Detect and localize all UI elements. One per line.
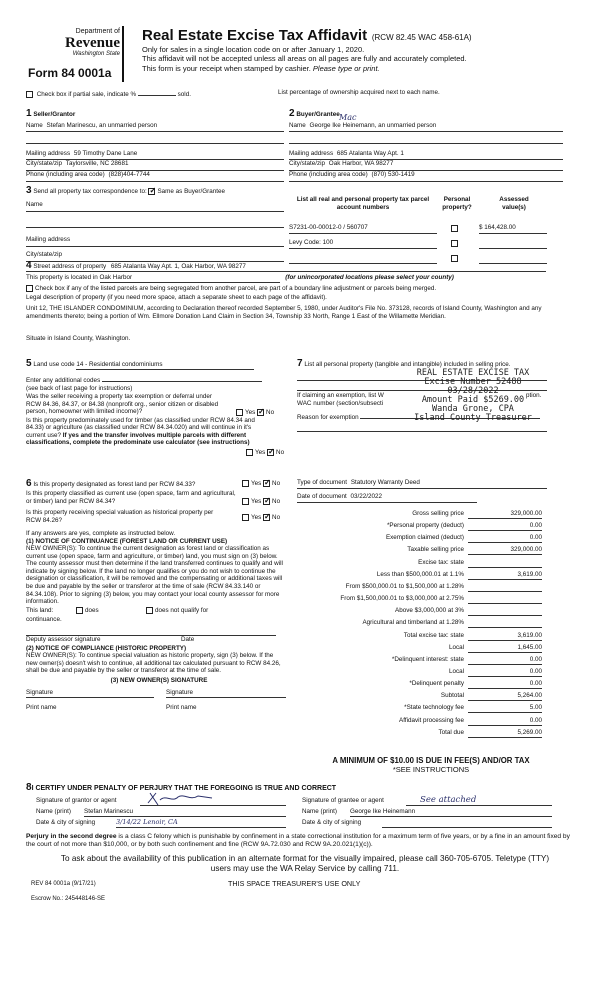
treasurer-use-label: THIS SPACE TREASURER'S USE ONLY [228, 879, 361, 888]
tax-row-value[interactable]: 3,619.00 [468, 571, 542, 580]
correspondence-heading [26, 185, 284, 197]
tax-row-label: *State technology fee [404, 704, 464, 712]
same-as-buyer-label: Same as Buyer/Grantee [157, 188, 226, 195]
personal-col-header: Personal property? [442, 196, 472, 211]
accessibility-notice: To ask about the availability of this publication in an alternate format for the visually impaired, please call 360-705-6705. Teletype (TTY) users may use the WA Relay Service by calling 711. [60, 854, 550, 874]
owner-sig-1-label: Signature [26, 689, 53, 697]
additional-codes-row [26, 375, 292, 385]
section7-num: 7 [297, 358, 303, 369]
buyer-section [289, 108, 563, 182]
minimum-note [296, 756, 566, 774]
seller-mail-field[interactable] [26, 150, 284, 160]
seller-heading [26, 108, 284, 120]
does-not-checkbox[interactable] [146, 607, 153, 614]
tax-row-label: From $1,500,000.01 to $3,000,000 at 2.75% [340, 595, 464, 603]
form-number: Form 84 0001a [28, 66, 112, 80]
owner-print-2-label: Print name [166, 704, 197, 712]
tax-row-value[interactable]: 329,000.00 [468, 546, 542, 555]
tax-row-value[interactable]: 0.00 [468, 522, 542, 531]
tax-row-label: Taxable selling price [407, 546, 464, 554]
grantor-signature-scribble [146, 791, 216, 807]
notice-continuance-text: NEW OWNER(S): To continue the current designation as forest land or classification as current use (open space, farm and agriculture, or timber) land, you must sign on (3) below. The county assessor must then determine if the land transferred continues to qualify and will indicate by signing below. If the land no longer qualifies or you do not wish to continue the designation or classification, it will be removed and the compensating or additional taxes will be due and payable by the seller or transferor at the time of sale (RCW 84.33.140 or 84.34.108). Prior to signing (3) below, you may contact your local county assessor for more information. [26, 545, 283, 606]
street-address: 685 Atalanta Way Apt. 1, Oak Harbor, WA 98277 [110, 263, 246, 270]
doc-type-row[interactable] [297, 479, 547, 489]
claim-text: If claiming an exemption, list W [297, 392, 384, 399]
exemption-question-text: Was the seller receiving a property tax exemption or deferral under RCW 84.36, 84.37, or 84.38 (nonprofit org., senior citizen or disabled person, homeowner with limited income)? [26, 393, 219, 416]
forest-q3-no[interactable] [263, 514, 270, 521]
stamp-line-2: Excise Number 52488 [424, 376, 522, 387]
forest-q3-answers [242, 514, 280, 522]
forest-q2-text: Is this property classified as current use (open space, farm and agricultural, or timber) land per RCW 84.34? [26, 490, 236, 505]
tax-row-label: Subtotal [440, 692, 464, 700]
forest-q1 [26, 478, 292, 489]
tax-row-value[interactable]: 0.00 [468, 717, 542, 726]
doc-date-label: Date of document [297, 493, 347, 500]
notice-compliance-title: (2) NOTICE OF COMPLIANCE (HISTORIC PROPERTY) [26, 644, 187, 652]
tax-row-label: *Delinquent penalty [409, 680, 464, 688]
certify-row [26, 782, 574, 794]
tax-row-label: Excise tax: state [418, 558, 464, 566]
tax-row-label: *Delinquent interest: state [391, 655, 464, 663]
tax-row-label: Total excise tax: state [403, 631, 464, 639]
located-city[interactable]: Oak Harbor [100, 274, 280, 283]
segregated-row [26, 285, 574, 293]
tax-row-value[interactable] [468, 583, 542, 592]
if-yes-note: If any answers are yes, complete as instructed below. [26, 530, 176, 538]
stamp-line-5: Wanda Grone, CPA [432, 403, 514, 414]
grantor-sig-label: Signature of grantor or agent [36, 797, 117, 804]
reason-line-2[interactable] [297, 422, 547, 432]
corr-mail-label: Mailing address [26, 236, 71, 243]
seller-phone-field[interactable] [26, 171, 284, 182]
revision-label: REV 84 0001a (9/17/21) [31, 881, 96, 887]
correspondence-section [26, 185, 284, 262]
corr-name-label: Name [26, 201, 43, 208]
seller-city-field[interactable] [26, 160, 284, 171]
form-title [142, 27, 582, 45]
buyer-name-label: Name [289, 122, 306, 129]
owner-sig-2-label: Signature [166, 689, 193, 697]
seller-phone-label: Phone (including area code) [26, 171, 105, 178]
dept-line1: Department of [75, 28, 120, 35]
deputy-date-label: Date [181, 635, 195, 643]
grantee-sig-row [302, 797, 552, 807]
tax-row-value[interactable]: 3,619.00 [468, 632, 542, 641]
forest-q1-no[interactable] [263, 480, 270, 487]
seller-phone: (828)404-7744 [108, 171, 150, 178]
notice-3a: This form is your receipt when stamped by cashier. [142, 63, 311, 73]
land-use-label: Land use code [33, 361, 75, 368]
reason-label: Reason for exemption [297, 414, 359, 421]
tax-row-label: Above $3,000,000 at 3% [395, 607, 464, 615]
does-label: does [85, 606, 99, 614]
property-section [26, 260, 574, 343]
claim-text-2: WAC number (section/subsecti [297, 399, 384, 407]
additional-codes-field[interactable] [102, 375, 262, 382]
seller-name: Stefan Marinescu, an unmarried person [46, 122, 158, 129]
section6-num: 6 [26, 478, 32, 489]
notice-compliance-text: NEW OWNER(S): To continue special valuation as historic property, sign (3) below. If the new owner(s) doesn't wish to continue, all additional tax calculated pursuant to RCW 84.26, shall be due and payable by the seller or transferor at the time of sale. [26, 652, 281, 675]
minimum-line-2: *SEE INSTRUCTIONS [392, 765, 470, 775]
document-info [297, 479, 547, 503]
grantee-sig-line[interactable]: See attached [406, 797, 552, 806]
assessed-col-header: Assessed value(s) [499, 196, 529, 211]
grantor-date-row [36, 819, 286, 829]
tax-row-label: From $500,000.01 to $1,500,000 at 1.28% [345, 582, 464, 590]
title-rcw: (RCW 82.45 WAC 458-61A) [371, 33, 472, 42]
does-not-option [146, 607, 208, 615]
buyer-num: 2 [289, 108, 295, 119]
continuance-label: continuance. [26, 615, 62, 623]
tax-row-label: Local [448, 643, 464, 651]
forest-q1-text: Is this property designated as forest land per RCW 84.33? [33, 481, 196, 488]
forest-q3-yes[interactable] [242, 514, 249, 521]
tax-row-value[interactable]: 5,269.00 [468, 729, 542, 738]
grantor-signature [26, 797, 574, 833]
timber-q-b: If yes and the transfer involves multiple parcels with different classifications, complete the predominate use calculator (see instructions) [26, 431, 250, 447]
buyer-mail-label: Mailing address [289, 150, 334, 157]
forest-section [26, 478, 292, 714]
parcel-table-header [289, 196, 563, 218]
doc-type-label: Type of document [297, 479, 348, 486]
grantor-print-row [36, 808, 286, 818]
notice-3b: Please type or print. [312, 63, 380, 73]
perjury-notice [26, 833, 576, 849]
timber-q-a: Is this property predominately used for timber (as classified under RCW 84.34 and 84.33) or agriculture (as classified under RCW 84.34.020) and will continue in it's current use? [26, 416, 255, 439]
tax-row-label: Exemption claimed (deduct) [385, 534, 464, 542]
new-owner-signature-title: (3) NEW OWNER(S) SIGNATURE [110, 676, 208, 684]
parcel-row-1 [289, 224, 563, 236]
stamp-line-4: Amount Paid $5269.00 [421, 394, 525, 405]
exemption-question [26, 393, 292, 416]
certify-text: I CERTIFY UNDER PENALTY OF PERJURY THAT THE FOREGOING IS TRUE AND CORRECT [31, 785, 337, 792]
segregated-checkbox[interactable] [26, 285, 33, 292]
forest-q3-no-label: No [272, 514, 281, 522]
tax-row-value[interactable]: 5.00 [468, 704, 542, 713]
claim-text-end: ption. [526, 392, 542, 399]
exemption-answers [236, 409, 274, 417]
tax-row-value[interactable]: 0.00 [468, 656, 542, 665]
parcel-row-2 [289, 239, 563, 251]
deputy-row [26, 636, 292, 645]
section8-num: 8 [26, 782, 32, 793]
seller-name-field[interactable] [26, 122, 284, 132]
tax-row-value[interactable]: 1,645.00 [468, 644, 542, 653]
this-land-label: This land: [26, 606, 54, 614]
timber-yes-label: Yes [255, 448, 266, 456]
buyer-phone-field[interactable] [289, 171, 563, 182]
forest-q2-no-label: No [272, 498, 281, 506]
treasurer-stamp [398, 369, 548, 423]
partial-sale-field[interactable] [138, 89, 176, 96]
timber-answers [246, 449, 284, 457]
partial-sale-checkbox[interactable] [26, 91, 33, 98]
timber-question-text [26, 417, 256, 447]
logo-divider [122, 26, 124, 82]
timber-no-checkbox[interactable] [267, 449, 274, 456]
seller-num: 1 [26, 108, 32, 119]
deputy-label: Deputy assessor signature [26, 635, 101, 643]
land-use-row [26, 358, 292, 370]
grantee-sig-label: Signature of grantee or agent [302, 797, 384, 804]
personal-checkbox-2[interactable] [451, 240, 458, 247]
tax-row-value[interactable] [468, 559, 542, 568]
partial-sale-row [26, 89, 586, 99]
buyer-name-handwritten: Mac [339, 113, 357, 122]
partial-ownership-note: List percentage of ownership acquired next to each name. [278, 89, 440, 96]
exemption-no-label: No [266, 409, 275, 417]
timber-question [26, 416, 292, 456]
same-as-buyer-checkbox[interactable] [148, 188, 155, 195]
does-option [76, 607, 99, 615]
seller-mail-label: Mailing address [26, 150, 71, 157]
certification-section [26, 782, 574, 833]
notice-continuance-title: (1) NOTICE OF CONTINUANCE (FOREST LAND OR CURRENT USE) [26, 537, 228, 545]
seller-blank-line [26, 132, 284, 144]
section3-text: Send all property tax correspondence to: [33, 188, 147, 195]
escrow-number: Escrow No.: 245448146-SE [31, 896, 106, 902]
doc-date-row[interactable] [297, 493, 477, 503]
this-land-row [26, 607, 292, 625]
grantor-print-name[interactable]: Stefan Marinescu [84, 808, 286, 817]
corr-blank-line [26, 212, 284, 228]
grantee-print-name[interactable]: George Ike Heinemann [350, 808, 552, 817]
buyer-city: Oak Harbor, WA 98277 [328, 160, 394, 167]
buyer-heading-label: Buyer/Grantee [296, 111, 340, 118]
dept-line3: Washington State [72, 51, 120, 58]
forest-q3 [26, 509, 292, 524]
tax-row-label: Less than $500,000.01 at 1.1% [376, 570, 464, 578]
section7-text: List all personal property (tangible and intangible) included in selling price. [304, 361, 511, 368]
seller-section [26, 108, 284, 182]
tax-row-value[interactable]: 0.00 [468, 680, 542, 689]
parcel-table [289, 196, 563, 266]
grantee-date-label: Date & city of signing [302, 819, 362, 826]
stamp-line-1: REAL ESTATE EXCISE TAX [416, 368, 530, 378]
section5-num: 5 [26, 358, 32, 369]
street-address-label: Street address of property [33, 263, 107, 270]
forest-q3-yes-label: Yes [251, 514, 262, 522]
seller-city: Taylorsville, NC 28681 [65, 160, 129, 167]
located-label: This property is located in [26, 274, 98, 281]
owner-print-row [26, 704, 292, 714]
minimum-line-1: A MINIMUM OF $10.00 IS DUE IN FEE(S) AND/OR TAX [332, 756, 530, 765]
grantor-print-label: Name (print) [36, 808, 71, 815]
perjury-bold: Perjury in the second degree [26, 833, 117, 840]
buyer-phone: (870) 530-1419 [371, 171, 415, 178]
tax-row-value[interactable]: 0.00 [468, 534, 542, 543]
forest-q2 [26, 490, 292, 505]
segregated-label: Check box if any of the listed parcels are being segregated from another parcel, are part of a boundary line adjustment or parcels being merged. [35, 285, 437, 293]
forest-q2-answers [242, 498, 280, 506]
does-checkbox[interactable] [76, 607, 83, 614]
tax-row-label: Gross selling price [412, 510, 464, 517]
levy-code[interactable]: Levy Code: 100 [289, 239, 437, 249]
grantor-date-city[interactable]: 3/14/22 Lenoir, CA [116, 819, 286, 828]
notice-2: This affidavit will not be accepted unless all areas on all pages are fully and accurately completed. [142, 54, 467, 64]
located-note: (for unincorporated locations please select your county) [285, 274, 454, 281]
buyer-name: George Ike Heinemann, an unmarried person [309, 122, 437, 129]
forest-q1-yes-label: Yes [251, 480, 262, 488]
stamp-line-6: Island County Treasurer [414, 412, 532, 423]
perjury-text: is a class C felony which is punishable by confinement in a state correctional institution for a maximum term of five years, or by a fine in an amount fixed by the court of not more than $10,000, or by both such confinement and fine (RCW 9A.72.030 and RCW 9A.20.021(1)(c)). [26, 833, 570, 849]
partial-sale-label: Check box if partial sale, indicate % [36, 91, 137, 98]
forest-q1-yes[interactable] [242, 480, 249, 487]
assessed-value[interactable]: $ 164,428.00 [479, 224, 547, 234]
exemption-yes-checkbox[interactable] [236, 409, 243, 416]
buyer-phone-label: Phone (including area code) [289, 171, 368, 178]
header-notices [142, 45, 582, 73]
land-use-section [26, 358, 292, 456]
tax-row-value[interactable]: 5,264.00 [468, 692, 542, 701]
land-use-code[interactable]: 14 - Residential condominiums [76, 361, 254, 370]
buyer-city-label: City/state/zip [289, 160, 326, 167]
grantor-sig-row [36, 797, 286, 807]
doc-date: 03/22/2022 [350, 493, 382, 500]
parcel-col-header: List all real and personal property tax parcel account numbers [296, 196, 430, 211]
seller-heading-label: Seller/Grantor [33, 111, 76, 118]
tax-row-label: Total due [438, 728, 464, 736]
legal-description: Unit 12, THE ISLANDER CONDOMINIUM, according to Declaration thereof recorded September 5, 1980, under Auditor's File No. 373128, records of Island County, Washington and any amendments thereto; being a portion of Wm. Ellmore Donation Land Claim in Section 34, Township 33 North, Range 1 East of the Willamette Meridian. [26, 305, 542, 321]
timber-yes-checkbox[interactable] [246, 449, 253, 456]
forest-q2-yes-label: Yes [251, 498, 262, 506]
forest-q2-yes[interactable] [242, 498, 249, 505]
owner-sig-1[interactable] [26, 688, 154, 698]
corr-city-label: City/state/zip [26, 251, 63, 258]
tax-row-value[interactable] [468, 619, 542, 628]
buyer-blank-line [289, 132, 563, 144]
street-address-row[interactable] [26, 260, 546, 272]
notice-3 [142, 64, 582, 73]
exemption-no-checkbox[interactable] [257, 409, 264, 416]
grantor-date-label: Date & city of signing [36, 819, 96, 826]
buyer-mail: 685 Atalanta Way Apt. 1 [336, 150, 404, 157]
owner-sig-2[interactable] [166, 688, 286, 698]
corr-name-field[interactable] [26, 201, 284, 212]
section3-num: 3 [26, 185, 32, 196]
buyer-heading [289, 108, 563, 120]
personal-checkbox-1[interactable] [451, 225, 458, 232]
forest-q1-answers [242, 480, 280, 488]
doc-type: Statutory Warranty Deed [350, 479, 420, 486]
located-row [26, 274, 574, 284]
tax-row-value[interactable] [468, 607, 542, 616]
exemption-yes-label: Yes [245, 409, 256, 417]
title-text: Real Estate Excise Tax Affidavit [142, 27, 368, 44]
tax-row-value[interactable]: 0.00 [468, 668, 542, 677]
stamp-line-3: 03/28/2022 [447, 385, 499, 396]
seller-name-label: Name [26, 122, 43, 129]
dor-logo [28, 28, 120, 59]
tax-row-label: Local [448, 667, 464, 675]
corr-mail-field[interactable] [26, 236, 284, 247]
legal-description-label: Legal description of property (if you need more space, attach a separate sheet to each page of the affidavit). [26, 293, 327, 301]
seller-mail: 59 Timothy Dane Lane [73, 150, 138, 157]
notice-1: Only for sales in a single location code on or after January 1, 2020. [142, 45, 365, 54]
owner-print-1-label: Print name [26, 704, 57, 712]
seller-city-label: City/state/zip [26, 160, 63, 167]
grantee-date-city[interactable] [382, 819, 552, 828]
dept-line2: Revenue [65, 35, 120, 52]
tax-row-label: *Personal property (deduct) [386, 522, 464, 530]
parcel-number[interactable]: S7231-00-00012-0 / 560707 [289, 224, 437, 234]
timber-no-label: No [276, 448, 285, 456]
buyer-mail-field[interactable] [289, 150, 563, 160]
partial-sale-sold: sold. [177, 91, 191, 98]
grantee-date-row [302, 819, 552, 829]
grantee-print-row [302, 808, 552, 818]
forest-q3-text: Is this property receiving special valuation as historical property per RCW 84.26? [26, 509, 214, 524]
buyer-city-field[interactable] [289, 160, 563, 171]
tax-row-value[interactable]: 329,000.00 [468, 510, 542, 519]
forest-q2-no[interactable] [263, 498, 270, 505]
does-not-label: does not qualify for [155, 606, 209, 614]
see-back-note: (see back of last page for instructions) [26, 384, 133, 392]
additional-codes-label: Enter any additional codes [26, 377, 101, 384]
section4-num: 4 [26, 260, 32, 271]
forest-q1-no-label: No [272, 480, 281, 488]
grantee-print-label: Name (print) [302, 808, 337, 815]
tax-row-label: Agricultural and timberland at 1.28% [362, 619, 464, 627]
assessed-value-2[interactable] [479, 239, 547, 249]
tax-row-value[interactable] [468, 595, 542, 604]
situate-text: Situate in Island County, Washington. [26, 334, 131, 342]
tax-row-label: Affidavit processing fee [399, 716, 464, 724]
